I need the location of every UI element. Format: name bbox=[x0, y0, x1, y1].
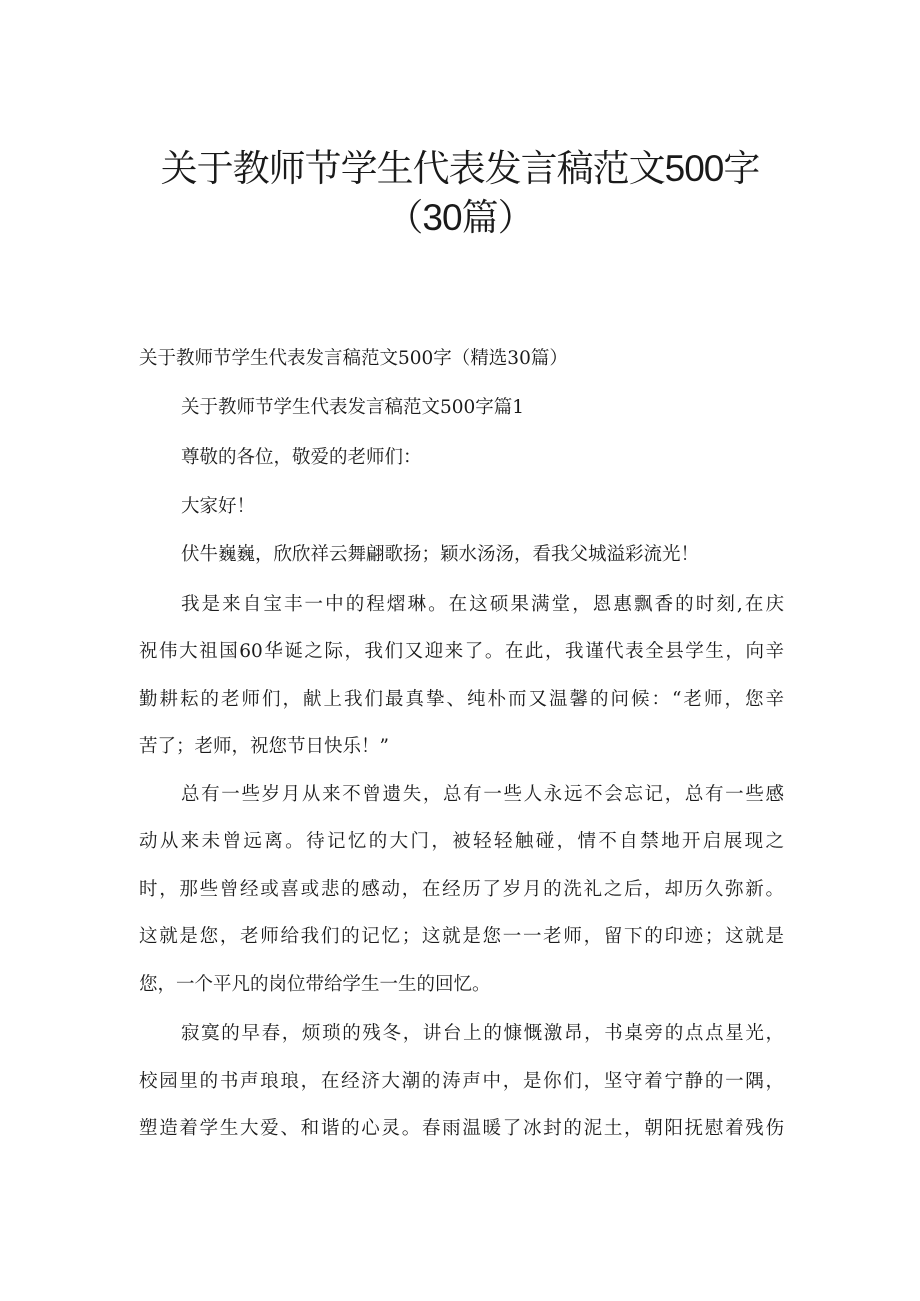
paragraph-line: 您，一个平凡的岗位带给学生一生的回忆。 bbox=[139, 974, 491, 995]
paragraph-line: 我是来自宝丰一中的程熠琳。在这硕果满堂，恩惠飘香的时刻,在庆 bbox=[181, 594, 784, 615]
paragraph-line: 祝伟大祖国60华诞之际，我们又迎来了。在此，我谨代表全县学生，向辛 bbox=[139, 641, 784, 662]
document-title-line-2: （30篇） bbox=[386, 197, 534, 238]
paragraph-line: 动从来未曾远离。待记忆的大门，被轻轻触碰，情不自禁地开启展现之 bbox=[139, 831, 784, 852]
paragraph-line: 寂寞的早春，烦琐的残冬，讲台上的慷慨激昂，书桌旁的点点星光， bbox=[181, 1023, 784, 1044]
paragraph-line: 总有一些岁月从来不曾遗失，总有一些人永远不会忘记，总有一些感 bbox=[181, 784, 784, 805]
paragraph-line: 苦了；老师，祝您节日快乐！” bbox=[139, 736, 389, 757]
paragraph-line: 校园里的书声琅琅，在经济大潮的涛声中，是你们，坚守着宁静的一隅， bbox=[139, 1071, 784, 1092]
greeting: 大家好！ bbox=[181, 496, 256, 517]
paragraph-line: 这就是您，老师给我们的记忆；这就是您一一老师，留下的印迹；这就是 bbox=[139, 926, 784, 947]
collection-heading: 关于教师节学生代表发言稿范文500字（精选30篇） bbox=[139, 348, 568, 369]
paragraph-line: 勤耕耘的老师们，献上我们最真挚、纯朴而又温馨的问候：“老师，您辛 bbox=[139, 689, 784, 710]
paragraph-line: 伏牛巍巍，欣欣祥云舞翩歌扬；颖水汤汤，看我父城溢彩流光！ bbox=[181, 544, 700, 565]
paragraph-line: 塑造着学生大爱、和谐的心灵。春雨温暖了冰封的泥土，朝阳抚慰着残伤 bbox=[139, 1118, 784, 1139]
paragraph-line: 时，那些曾经或喜或悲的感动，在经历了岁月的洗礼之后，却历久弥新。 bbox=[139, 879, 784, 900]
article-heading: 关于教师节学生代表发言稿范文500字篇1 bbox=[181, 397, 525, 418]
document-title-line-1: 关于教师节学生代表发言稿范文500字 bbox=[160, 148, 760, 189]
salutation: 尊敬的各位，敬爱的老师们： bbox=[181, 447, 422, 468]
